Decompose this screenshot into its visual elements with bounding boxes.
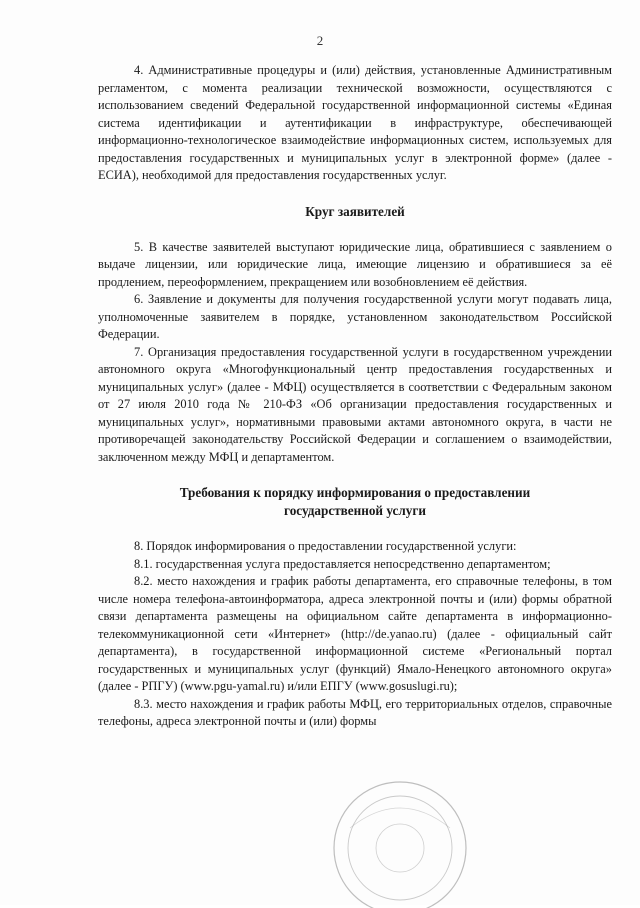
paragraph-4: 4. Административные процедуры и (или) действия, установленные Административным регламентом, с момента реализации технической возможности, осуществляются с использованием сведений Федеральной государственной информационной системы «Единая система идентификации и аутентификации в инфраструктуре, обеспечивающей информационно-технологическое взаимодействие информационных систем, используемых для предоставления государственных и муниципальных услуг в электронной форме» (далее - ЕСИА), необходимой для предоставления государственных услуг. bbox=[98, 63, 612, 182]
page-number: 2 bbox=[316, 33, 324, 48]
paragraph-8-2: 8.2. место нахождения и график работы департамента, его справочные телефоны, в том числе номера телефона-автоинформатора, адреса электронной почты и (или) формы обратной связи департамента размещены на официальном сайте департамента в информационно-телекоммуникационной сети «Интернет» (http://de.yanao.ru) (далее - официальный сайт департамента), в государственной информационной системе «Региональный портал государственных и муниципальных услуг (функций) Ямало-Ненецкого автономного округа» (далее - РПГУ) (www.pgu-yamal.ru) и/или ЕПГУ (www.gosuslugi.ru); bbox=[98, 574, 612, 693]
paragraph-5: 5. В качестве заявителей выступают юридические лица, обратившиеся с заявлением о выдаче лицензии, или юридические лица, имеющие лицензию и обратившиеся за её продлением, переоформлением, прекращением или возобновлением её действия. bbox=[98, 239, 612, 289]
document-body bbox=[98, 62, 612, 731]
paragraph-8-1: 8.1. государственная услуга предоставляется непосредственно департаментом; bbox=[134, 556, 551, 571]
section-heading-informing-line2: государственной услуги bbox=[284, 503, 426, 518]
paragraph-6: 6. Заявление и документы для получения государственной услуги могут подавать лица, уполномоченные заявителем в порядке, установленном законодательством Российской Федерации. bbox=[98, 292, 612, 341]
paragraph-8-3: 8.3. место нахождения и график работы МФЦ, его территориальных отделов, справочные телефоны, адреса электронной почты и (или) формы bbox=[98, 696, 612, 728]
section-heading-informing bbox=[98, 484, 612, 520]
section-heading-applicants: Круг заявителей bbox=[305, 203, 405, 219]
section-heading-informing-line1: Требования к порядку информирования о предоставлении bbox=[179, 485, 531, 500]
seal-stamp bbox=[320, 768, 480, 908]
paragraph-7: 7. Организация предоставления государственной услуги в государственном учреждении автономного округа «Многофункциональный центр предоставления государственных и муниципальных услуг» (далее - МФЦ) осуществляется в соответствии с Федеральным законом от 27 июля 2010 года № 210-ФЗ «Об организации предоставления государственных и муниципальных услуг», нормативными правовыми актами автономного округа, в части не противоречащей законодательству Российской Федерации и соглашением о взаимодействии, заключенном между МФЦ и департаментом. bbox=[98, 344, 612, 464]
paragraph-8: 8. Порядок информирования о предоставлении государственной услуги: bbox=[134, 539, 517, 553]
